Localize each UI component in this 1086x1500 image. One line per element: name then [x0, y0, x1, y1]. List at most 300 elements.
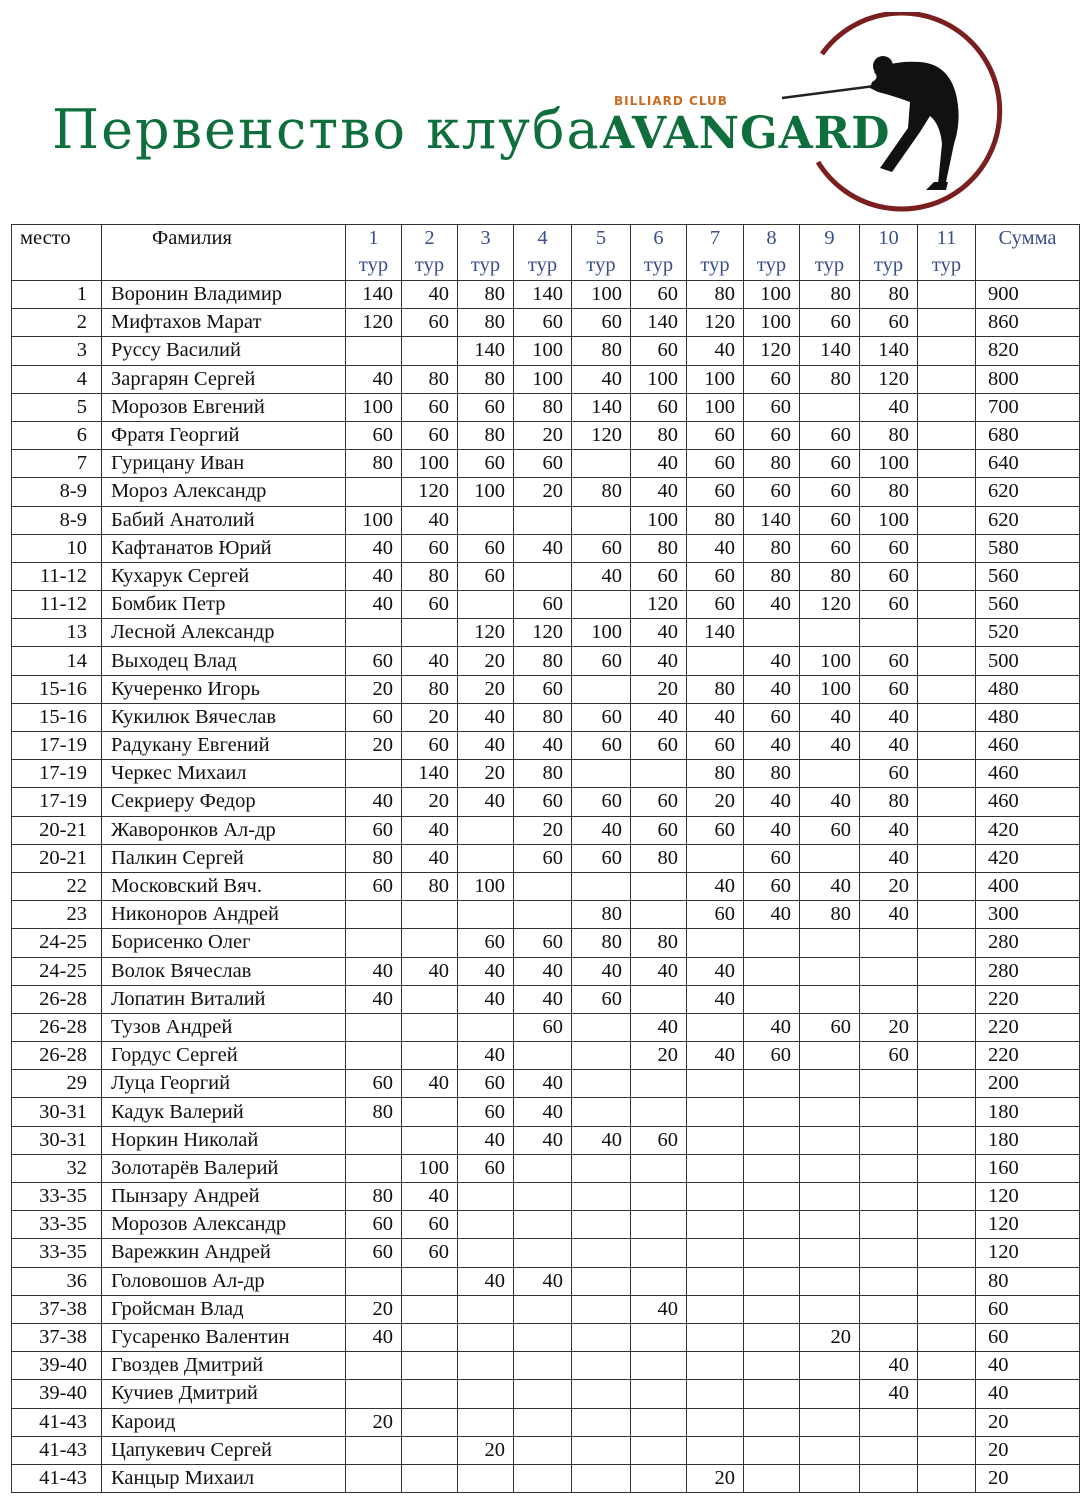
tour-score-cell [631, 1267, 687, 1295]
tour-score-cell [918, 1183, 976, 1211]
tour-score-cell [631, 1070, 687, 1098]
tour-number: 5 [595, 227, 607, 249]
total-cell: 120 [976, 1183, 1080, 1211]
player-name-cell: Воронин Владимир [102, 281, 346, 309]
tour-score-cell: 60 [458, 1154, 514, 1182]
tour-score-cell [860, 1126, 918, 1154]
table-row [12, 1013, 1080, 1041]
place-cell: 41-43 [12, 1436, 102, 1464]
tour-score-cell: 40 [572, 1126, 631, 1154]
tour-score-cell [800, 957, 860, 985]
tour-score-cell: 120 [631, 591, 687, 619]
table-row [12, 816, 1080, 844]
place-cell: 39-40 [12, 1352, 102, 1380]
tour-score-cell [514, 1295, 572, 1323]
tour-score-cell [744, 1098, 800, 1126]
tour-score-cell: 60 [572, 732, 631, 760]
tour-score-cell [458, 1408, 514, 1436]
tour-score-cell: 80 [402, 365, 458, 393]
tour-score-cell [800, 1408, 860, 1436]
tour-score-cell [687, 1126, 744, 1154]
tour-score-cell [572, 1464, 631, 1492]
tour-score-cell: 140 [514, 281, 572, 309]
tour-score-cell: 60 [346, 1211, 402, 1239]
tour-score-cell: 60 [687, 478, 744, 506]
place-cell: 15-16 [12, 675, 102, 703]
tour-score-cell [800, 985, 860, 1013]
tour-word: тур [470, 254, 501, 276]
tour-score-cell [572, 1098, 631, 1126]
tour-score-cell [918, 872, 976, 900]
tour-score-cell: 60 [458, 929, 514, 957]
column-header-tour-1 [346, 225, 402, 281]
tour-score-cell: 20 [402, 703, 458, 731]
tour-score-cell: 60 [744, 421, 800, 449]
total-cell: 620 [976, 478, 1080, 506]
tour-score-cell: 120 [514, 619, 572, 647]
billiard-player-silhouette-icon [770, 12, 1010, 222]
tour-score-cell: 60 [631, 1126, 687, 1154]
tour-score-cell [402, 1464, 458, 1492]
total-cell: 500 [976, 647, 1080, 675]
tour-score-cell [918, 619, 976, 647]
place-cell: 37-38 [12, 1295, 102, 1323]
player-name-cell: Гвоздев Дмитрий [102, 1352, 346, 1380]
place-cell: 14 [12, 647, 102, 675]
tour-score-cell [860, 1295, 918, 1323]
tour-score-cell [458, 1211, 514, 1239]
place-cell: 37-38 [12, 1323, 102, 1351]
tour-score-cell [744, 619, 800, 647]
tour-score-cell [918, 1464, 976, 1492]
total-cell: 220 [976, 1042, 1080, 1070]
tour-score-cell [687, 1154, 744, 1182]
tour-score-cell: 40 [514, 985, 572, 1013]
tour-score-cell: 40 [687, 703, 744, 731]
tour-score-cell: 60 [402, 732, 458, 760]
tour-score-cell: 60 [860, 1042, 918, 1070]
tour-score-cell: 60 [860, 647, 918, 675]
tour-score-cell [572, 1267, 631, 1295]
tour-score-cell [860, 1239, 918, 1267]
tour-score-cell [918, 562, 976, 590]
player-name-cell: Кухарук Сергей [102, 562, 346, 590]
tour-score-cell [860, 1436, 918, 1464]
tour-score-cell: 60 [402, 1239, 458, 1267]
table-row [12, 478, 1080, 506]
total-cell: 460 [976, 732, 1080, 760]
tour-score-cell [687, 1408, 744, 1436]
tour-score-cell: 60 [800, 478, 860, 506]
table-row [12, 281, 1080, 309]
table-row [12, 562, 1080, 590]
place-cell: 4 [12, 365, 102, 393]
tour-score-cell: 80 [402, 872, 458, 900]
tour-score-cell: 100 [860, 506, 918, 534]
tour-score-cell: 60 [687, 901, 744, 929]
table-row [12, 337, 1080, 365]
tour-score-cell: 40 [514, 1267, 572, 1295]
tour-score-cell: 60 [572, 985, 631, 1013]
tour-score-cell [402, 1352, 458, 1380]
table-row [12, 309, 1080, 337]
player-name-cell: Канцыр Михаил [102, 1464, 346, 1492]
tour-score-cell [572, 1352, 631, 1380]
table-row [12, 1239, 1080, 1267]
tour-score-cell [572, 760, 631, 788]
tour-score-cell [687, 1098, 744, 1126]
place-cell: 41-43 [12, 1408, 102, 1436]
table-row [12, 1464, 1080, 1492]
tour-score-cell: 40 [514, 1098, 572, 1126]
tour-score-cell: 40 [800, 732, 860, 760]
tour-score-cell: 20 [346, 1295, 402, 1323]
tour-score-cell [402, 337, 458, 365]
tour-score-cell: 40 [514, 732, 572, 760]
tour-score-cell: 120 [572, 421, 631, 449]
tour-score-cell: 80 [631, 534, 687, 562]
player-name-cell: Пынзару Андрей [102, 1183, 346, 1211]
tour-score-cell: 100 [800, 675, 860, 703]
tour-score-cell: 20 [514, 478, 572, 506]
tour-score-cell [687, 1267, 744, 1295]
tour-score-cell [458, 1464, 514, 1492]
total-cell: 280 [976, 929, 1080, 957]
column-header-place: место [12, 225, 102, 281]
tour-score-cell [631, 1211, 687, 1239]
tour-score-cell: 100 [572, 281, 631, 309]
table-header [12, 225, 1080, 281]
tour-score-cell: 40 [514, 1126, 572, 1154]
tour-score-cell: 60 [744, 1042, 800, 1070]
player-name-cell: Выходец Влад [102, 647, 346, 675]
tour-score-cell: 100 [744, 281, 800, 309]
tour-score-cell: 60 [402, 591, 458, 619]
tour-score-cell [687, 1436, 744, 1464]
tour-score-cell [800, 1211, 860, 1239]
tour-score-cell: 40 [687, 1042, 744, 1070]
tour-score-cell: 40 [631, 957, 687, 985]
tour-score-cell [744, 1323, 800, 1351]
tour-score-cell [800, 844, 860, 872]
table-row [12, 591, 1080, 619]
tour-score-cell [918, 534, 976, 562]
table-row [12, 1295, 1080, 1323]
tour-score-cell [800, 1267, 860, 1295]
tour-score-cell: 60 [402, 1211, 458, 1239]
tour-score-cell [687, 1013, 744, 1041]
player-name-cell: Золотарёв Валерий [102, 1154, 346, 1182]
total-cell: 280 [976, 957, 1080, 985]
tour-number: 6 [653, 227, 664, 249]
tour-score-cell: 80 [572, 901, 631, 929]
tour-score-cell [918, 1408, 976, 1436]
tour-score-cell [800, 760, 860, 788]
tour-score-cell: 140 [744, 506, 800, 534]
tour-score-cell [631, 901, 687, 929]
tour-score-cell: 140 [860, 337, 918, 365]
place-cell: 3 [12, 337, 102, 365]
tour-score-cell: 40 [402, 1183, 458, 1211]
tour-score-cell [918, 1267, 976, 1295]
tour-score-cell: 40 [514, 1070, 572, 1098]
place-cell: 22 [12, 872, 102, 900]
tour-score-cell [744, 1380, 800, 1408]
tour-score-cell [572, 1380, 631, 1408]
page-title: Первенство клуба [52, 98, 601, 161]
table-row [12, 760, 1080, 788]
tour-score-cell [918, 985, 976, 1013]
tour-score-cell: 60 [514, 675, 572, 703]
tour-score-cell: 40 [687, 985, 744, 1013]
tour-score-cell: 60 [800, 534, 860, 562]
tour-score-cell [800, 1154, 860, 1182]
player-name-cell: Жаворонков Ал-др [102, 816, 346, 844]
tour-score-cell [918, 1239, 976, 1267]
tour-score-cell: 60 [860, 309, 918, 337]
tour-score-cell: 60 [458, 450, 514, 478]
tour-score-cell [346, 1464, 402, 1492]
place-cell: 24-25 [12, 957, 102, 985]
tour-score-cell: 40 [744, 591, 800, 619]
tour-score-cell: 40 [631, 619, 687, 647]
tour-score-cell [346, 1042, 402, 1070]
tour-score-cell: 60 [744, 393, 800, 421]
tour-score-cell: 40 [744, 901, 800, 929]
table-row [12, 647, 1080, 675]
tour-score-cell: 40 [687, 872, 744, 900]
tour-score-cell [860, 1408, 918, 1436]
total-cell: 20 [976, 1408, 1080, 1436]
player-name-cell: Варежкин Андрей [102, 1239, 346, 1267]
tour-score-cell: 120 [744, 337, 800, 365]
player-name-cell: Гурицану Иван [102, 450, 346, 478]
tour-score-cell: 60 [631, 337, 687, 365]
tour-score-cell: 80 [800, 365, 860, 393]
tour-score-cell: 40 [744, 788, 800, 816]
place-cell: 26-28 [12, 1042, 102, 1070]
table-row [12, 675, 1080, 703]
place-cell: 36 [12, 1267, 102, 1295]
tour-score-cell [860, 1323, 918, 1351]
tour-score-cell: 60 [572, 844, 631, 872]
tour-score-cell: 40 [402, 506, 458, 534]
player-name-cell: Кучеренко Игорь [102, 675, 346, 703]
tour-score-cell [572, 591, 631, 619]
tour-score-cell [572, 1154, 631, 1182]
tour-score-cell: 40 [744, 732, 800, 760]
tour-word: тур [643, 254, 674, 276]
tour-score-cell: 100 [631, 365, 687, 393]
table-row [12, 1042, 1080, 1070]
tour-score-cell: 60 [860, 591, 918, 619]
tour-score-cell: 40 [631, 647, 687, 675]
place-cell: 17-19 [12, 788, 102, 816]
tour-score-cell: 60 [346, 1239, 402, 1267]
tour-score-cell [346, 337, 402, 365]
tour-score-cell [458, 1239, 514, 1267]
tour-score-cell [860, 1464, 918, 1492]
tour-score-cell [860, 1070, 918, 1098]
tour-score-cell: 40 [458, 1042, 514, 1070]
player-name-cell: Кароид [102, 1408, 346, 1436]
tour-score-cell [918, 647, 976, 675]
column-header-tour-7 [687, 225, 744, 281]
tour-score-cell: 60 [402, 393, 458, 421]
tour-score-cell: 60 [687, 562, 744, 590]
tour-score-cell: 80 [458, 281, 514, 309]
tour-word: тур [700, 254, 730, 276]
player-name-cell: Кафтанатов Юрий [102, 534, 346, 562]
tour-score-cell [918, 1013, 976, 1041]
total-cell: 480 [976, 675, 1080, 703]
tour-score-cell: 40 [458, 985, 514, 1013]
tour-score-cell: 40 [572, 562, 631, 590]
total-cell: 460 [976, 788, 1080, 816]
tour-score-cell: 80 [514, 703, 572, 731]
tour-score-cell [402, 929, 458, 957]
table-row [12, 1323, 1080, 1351]
tour-score-cell: 40 [860, 732, 918, 760]
total-cell: 520 [976, 619, 1080, 647]
table-row [12, 534, 1080, 562]
tour-score-cell [918, 1211, 976, 1239]
total-cell: 20 [976, 1464, 1080, 1492]
place-cell: 33-35 [12, 1239, 102, 1267]
tour-score-cell [918, 421, 976, 449]
tour-score-cell [346, 1267, 402, 1295]
player-name-cell: Цапукевич Сергей [102, 1436, 346, 1464]
player-name-cell: Руссу Василий [102, 337, 346, 365]
total-cell: 860 [976, 309, 1080, 337]
tour-score-cell [572, 1408, 631, 1436]
tour-score-cell: 20 [514, 816, 572, 844]
tour-score-cell [744, 1408, 800, 1436]
tour-score-cell: 40 [458, 732, 514, 760]
tour-number: 10 [878, 227, 899, 249]
tour-score-cell: 100 [860, 450, 918, 478]
tour-score-cell: 20 [631, 1042, 687, 1070]
tour-score-cell [631, 872, 687, 900]
tour-score-cell: 40 [402, 647, 458, 675]
player-name-cell: Лесной Александр [102, 619, 346, 647]
tour-score-cell [346, 1436, 402, 1464]
tour-number: 4 [537, 227, 548, 249]
tour-score-cell: 40 [800, 872, 860, 900]
tour-score-cell [860, 1211, 918, 1239]
tour-score-cell [514, 1436, 572, 1464]
tour-score-cell [860, 929, 918, 957]
tour-score-cell: 140 [346, 281, 402, 309]
player-name-cell: Луца Георгий [102, 1070, 346, 1098]
tour-score-cell [402, 1380, 458, 1408]
tour-score-cell [514, 1352, 572, 1380]
tour-score-cell [346, 901, 402, 929]
table-row [12, 872, 1080, 900]
tour-score-cell [572, 1013, 631, 1041]
table-row [12, 619, 1080, 647]
tour-score-cell: 40 [631, 703, 687, 731]
tour-score-cell: 40 [744, 647, 800, 675]
tour-score-cell: 140 [800, 337, 860, 365]
tour-score-cell [918, 703, 976, 731]
tour-score-cell: 60 [572, 647, 631, 675]
tour-score-cell [687, 1239, 744, 1267]
player-name-cell: Мифтахов Марат [102, 309, 346, 337]
tour-score-cell [800, 1183, 860, 1211]
tour-score-cell: 120 [402, 478, 458, 506]
tour-score-cell: 40 [744, 1013, 800, 1041]
tour-score-cell [860, 619, 918, 647]
tour-score-cell: 80 [860, 788, 918, 816]
tour-score-cell: 40 [402, 1070, 458, 1098]
total-cell: 120 [976, 1239, 1080, 1267]
tour-score-cell: 60 [458, 562, 514, 590]
tour-score-cell: 100 [346, 393, 402, 421]
player-name-cell: Норкин Николай [102, 1126, 346, 1154]
player-name-cell: Лопатин Виталий [102, 985, 346, 1013]
tour-score-cell [514, 562, 572, 590]
place-cell: 15-16 [12, 703, 102, 731]
tour-word: тур [931, 254, 962, 276]
total-cell: 160 [976, 1154, 1080, 1182]
tour-score-cell: 60 [687, 591, 744, 619]
total-cell: 60 [976, 1323, 1080, 1351]
tour-number: 11 [936, 227, 957, 249]
tour-score-cell [744, 1436, 800, 1464]
table-row [12, 1267, 1080, 1295]
player-name-cell: Гордус Сергей [102, 1042, 346, 1070]
tour-score-cell [687, 1211, 744, 1239]
tour-score-cell: 60 [860, 562, 918, 590]
tour-score-cell: 60 [631, 816, 687, 844]
tour-score-cell [687, 929, 744, 957]
place-cell: 41-43 [12, 1464, 102, 1492]
tour-score-cell [800, 1070, 860, 1098]
tour-score-cell [572, 675, 631, 703]
tour-word: тур [586, 254, 616, 276]
tour-score-cell: 60 [346, 703, 402, 731]
tour-score-cell [687, 1380, 744, 1408]
total-cell: 40 [976, 1380, 1080, 1408]
tour-score-cell [918, 1380, 976, 1408]
total-cell: 900 [976, 281, 1080, 309]
tour-score-cell [918, 1098, 976, 1126]
table-row [12, 703, 1080, 731]
tour-score-cell: 100 [631, 506, 687, 534]
total-cell: 220 [976, 985, 1080, 1013]
tour-score-cell [572, 1070, 631, 1098]
tour-score-cell: 60 [744, 844, 800, 872]
tour-score-cell: 40 [744, 816, 800, 844]
tour-score-cell [918, 337, 976, 365]
tour-score-cell: 40 [687, 337, 744, 365]
total-cell: 200 [976, 1070, 1080, 1098]
tour-score-cell [346, 1380, 402, 1408]
table-row [12, 1211, 1080, 1239]
tour-score-cell: 40 [572, 816, 631, 844]
tour-score-cell: 100 [346, 506, 402, 534]
total-cell: 120 [976, 1211, 1080, 1239]
tour-score-cell: 60 [346, 421, 402, 449]
tour-score-cell [744, 1295, 800, 1323]
tour-score-cell [800, 1098, 860, 1126]
tour-score-cell: 60 [346, 816, 402, 844]
tour-score-cell: 20 [860, 1013, 918, 1041]
tour-score-cell: 40 [458, 788, 514, 816]
tour-score-cell [800, 1239, 860, 1267]
tour-score-cell [918, 929, 976, 957]
